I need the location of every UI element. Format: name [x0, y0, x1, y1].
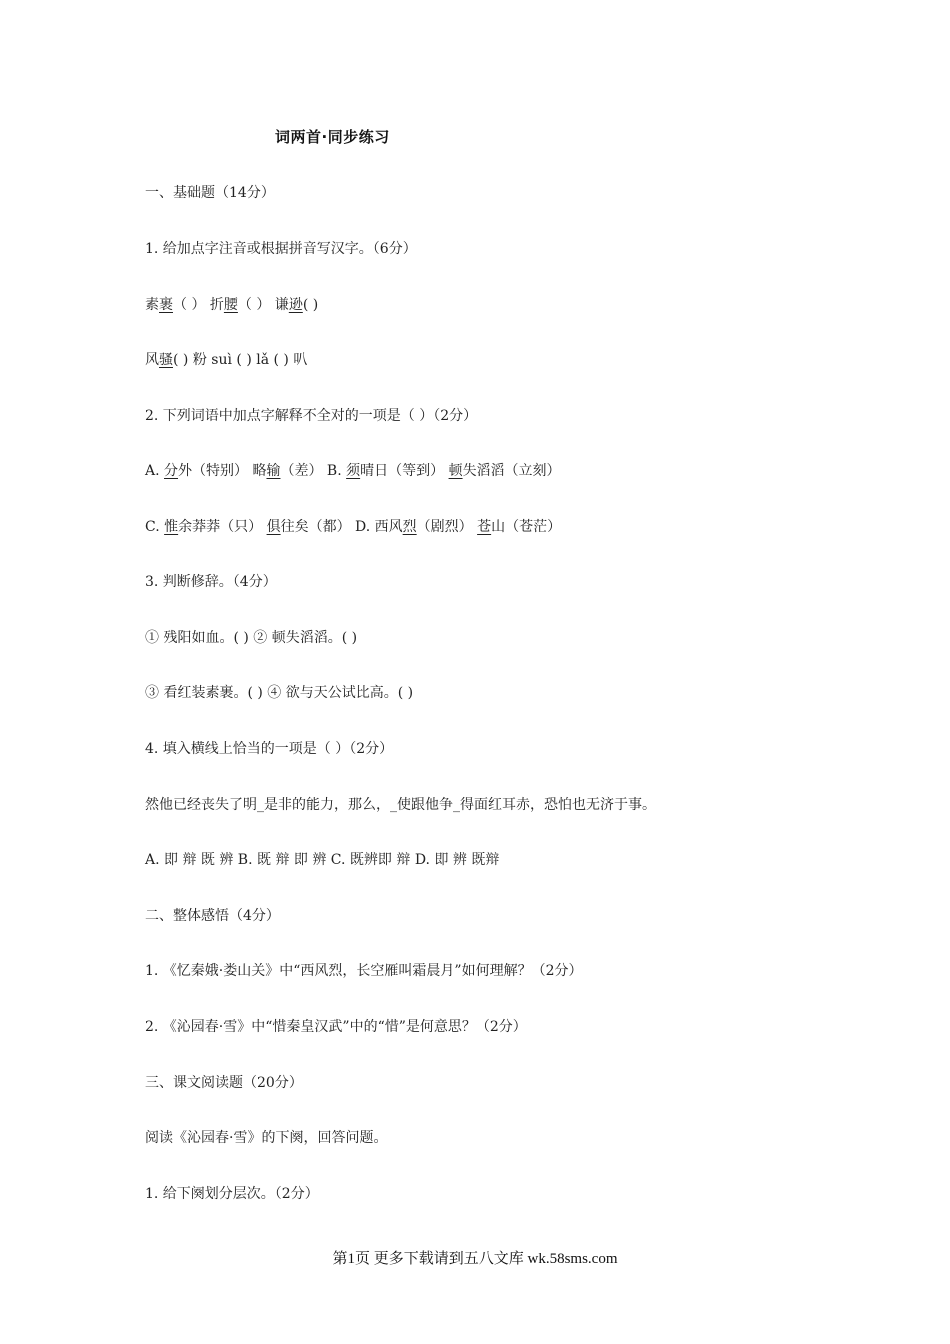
question-1-items-b: 风骚( ) 粉 suì ( ) lǎ ( ) 叭: [145, 352, 308, 368]
section-heading-overall: 二、整体感悟（4分）: [145, 908, 280, 924]
dotted-char: 俱: [266, 519, 281, 535]
dotted-char: 须: [346, 463, 361, 479]
dotted-char: 裹: [159, 297, 173, 313]
dotted-char: 输: [266, 463, 281, 479]
question-2-options-cd: C. 惟余莽莽（只） 俱往矣（都） D. 西风烈（剧烈） 苍山（苍茫）: [145, 519, 562, 535]
question-2: 2. 下列词语中加点字解释不全对的一项是（ ）（2分）: [145, 408, 478, 424]
question-3: 3. 判断修辞。（4分）: [145, 574, 277, 590]
section-heading-reading: 三、课文阅读题（20分）: [145, 1075, 303, 1091]
dotted-char: 逊: [288, 297, 303, 313]
question-3-items-a: ① 残阳如血。( ) ② 顿失滔滔。( ): [145, 630, 358, 646]
dotted-char: 分: [164, 463, 179, 479]
section-heading-basics: 一、基础题（14分）: [145, 185, 275, 201]
question-2-options-ab: A. 分外（特别） 略输（差） B. 须晴日（等到） 顿失滔滔（立刻）: [145, 463, 561, 479]
section-2-question-1: 1. 《忆秦娥·娄山关》中“西风烈，长空雁叫霜晨月”如何理解？（2分）: [145, 963, 583, 979]
question-4-sentence: 然他已经丧失了明_是非的能力，那么，_使跟他争_得面红耳赤，恐怕也无济于事。: [145, 797, 656, 813]
question-4: 4. 填入横线上恰当的一项是（ ）（2分）: [145, 741, 394, 757]
question-4-options: A. 即 辩 既 辨 B. 既 辩 即 辨 C. 既辨即 辩 D. 即 辨 既辩: [145, 852, 500, 868]
section-3-intro: 阅读《沁园春·雪》的下阕，回答问题。: [145, 1130, 388, 1146]
dotted-char: 顿: [448, 463, 463, 479]
question-1: 1. 给加点字注音或根据拼音写汉字。（6分）: [145, 241, 417, 257]
question-3-items-b: ③ 看红装素裹。( ) ④ 欲与天公试比高。( ): [145, 685, 414, 701]
dotted-char: 惟: [164, 519, 179, 535]
dotted-char: 烈: [402, 519, 417, 535]
section-2-question-2: 2. 《沁园春·雪》中“惜秦皇汉武”中的“惜”是何意思？（2分）: [145, 1019, 527, 1035]
dotted-char: 骚: [159, 352, 173, 368]
page-title: 词两首·同步练习: [275, 128, 390, 146]
section-3-question-1: 1. 给下阕划分层次。（2分）: [145, 1186, 319, 1202]
dotted-char: 苍: [477, 519, 492, 535]
page-footer: 第1页 更多下载请到五八文库 wk.58sms.com: [332, 1251, 618, 1267]
question-1-items-a: 素裹（ ） 折腰（ ） 谦逊( ): [145, 297, 319, 313]
dotted-char: 腰: [223, 297, 238, 313]
